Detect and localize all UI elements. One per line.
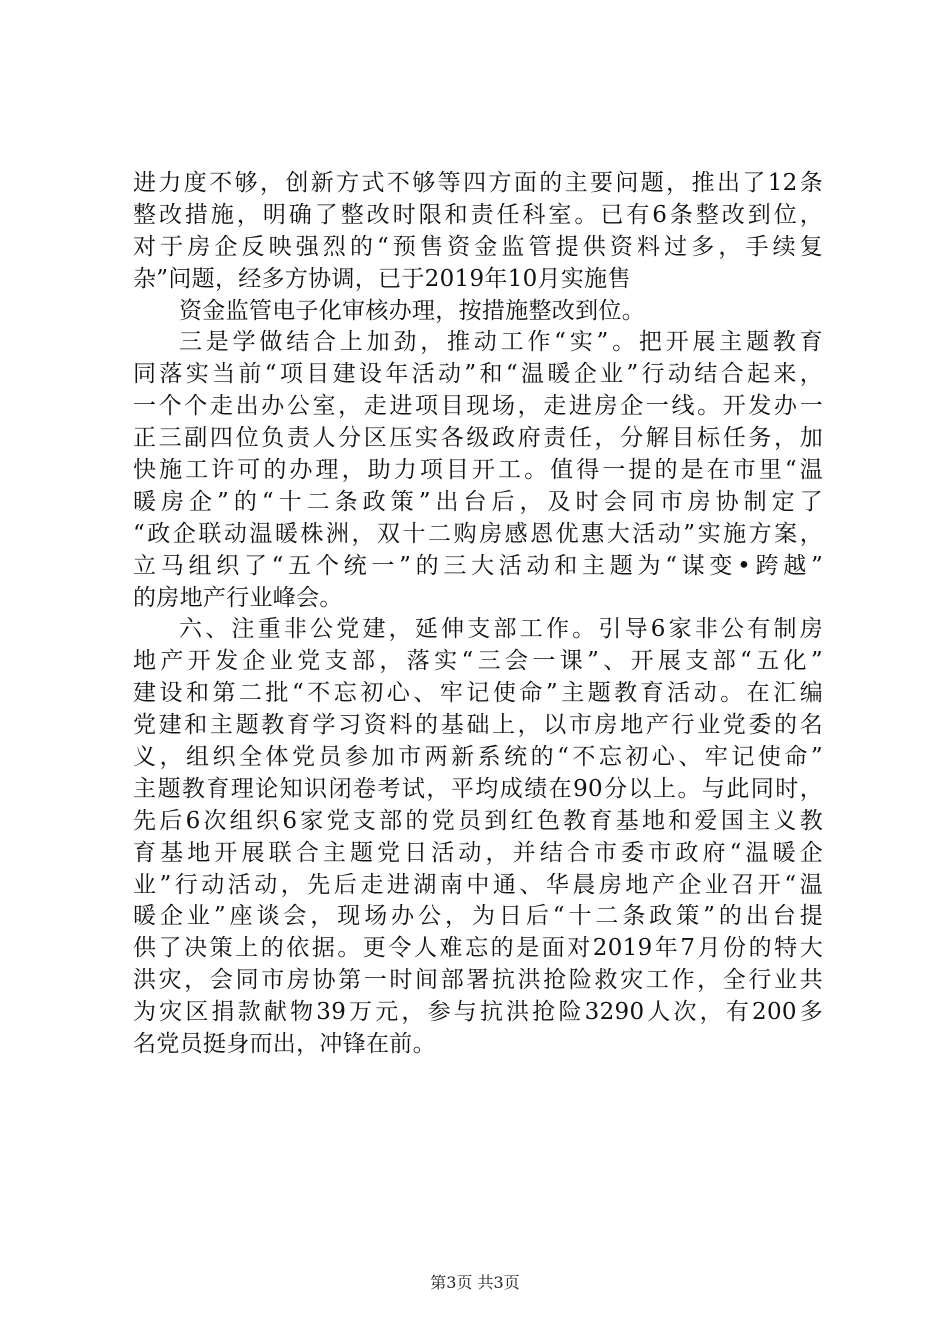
text-line: 洪灾，会同市房协第一时间部署抗洪抢险救灾工作，全行业共 — [133, 967, 823, 994]
page-number-label: 第3页 共3页 — [430, 1273, 520, 1292]
text-line: 暖企业”座谈会，现场办公，为日后“十二条政策”的出台提 — [133, 903, 823, 930]
paragraph-start-line: 六、注重非公党建，延伸支部工作。引导6家非公有制房 — [179, 616, 823, 643]
text-line: 党建和主题教育学习资料的基础上，以市房地产行业党委的名 — [133, 712, 823, 739]
text-line: 建设和第二批“不忘初心、牢记使命”主题教育活动。在汇编 — [133, 680, 823, 707]
text-line: 义，组织全体党员参加市两新系统的“不忘初心、牢记使命” — [133, 744, 823, 771]
body-text — [133, 168, 823, 1061]
text-line: 正三副四位负责人分区压实各级政府责任，分解目标任务，加 — [133, 425, 823, 452]
text-line: 进力度不够，创新方式不够等四方面的主要问题，推出了12条 — [133, 170, 823, 196]
text-line: 一个个走出办公室，走进项目现场，走进房企一线。开发办一 — [133, 393, 823, 420]
text-line: 立马组织了“五个统一”的三大活动和主题为“谋变•跨越” — [133, 552, 823, 579]
text-line: 业”行动活动，先后走进湖南中通、华晨房地产企业召开“温 — [133, 871, 823, 898]
text-line: 杂”问题，经多方协调，已于2019年10月实施售 — [133, 265, 631, 292]
text-line: 主题教育理论知识闭卷考试，平均成绩在90分以上。与此同时， — [133, 775, 823, 802]
text-line: 暖房企”的“十二条政策”出台后，及时会同市房协制定了 — [133, 488, 823, 515]
text-line: 为灾区捐款献物39万元，参与抗洪抢险3290人次，有200多 — [133, 999, 823, 1026]
text-line: 供了决策上的依据。更令人难忘的是面对2019年7月份的特大 — [133, 935, 823, 962]
text-line: 整改措施，明确了整改时限和责任科室。已有6条整改到位， — [133, 201, 823, 228]
text-line: 对于房企反映强烈的“预售资金监管提供资料过多，手续复 — [133, 233, 823, 260]
text-line: “政企联动温暖株洲，双十二购房感恩优惠大活动”实施方案， — [133, 520, 823, 547]
text-line: 的房地产行业峰会。 — [133, 584, 343, 611]
text-line: 育基地开展联合主题党日活动，并结合市委市政府“温暖企 — [133, 839, 823, 866]
paragraph-start-line: 三是学做结合上加劲，推动工作“实”。把开展主题教育 — [179, 329, 823, 356]
text-line: 同落实当前“项目建设年活动”和“温暖企业”行动结合起来， — [133, 361, 823, 388]
page-footer — [0, 1273, 950, 1293]
text-line: 地产开发企业党支部，落实“三会一课”、开展支部“五化” — [133, 648, 823, 675]
text-line: 先后6次组织6家党支部的党员到红色教育基地和爱国主义教 — [133, 807, 823, 834]
text-line: 名党员挺身而出，冲锋在前。 — [133, 1031, 436, 1058]
text-line: 快施工许可的办理，助力项目开工。值得一提的是在市里“温 — [133, 457, 823, 484]
text-line: 资金监管电子化审核办理，按措施整改到位。 — [179, 297, 645, 324]
